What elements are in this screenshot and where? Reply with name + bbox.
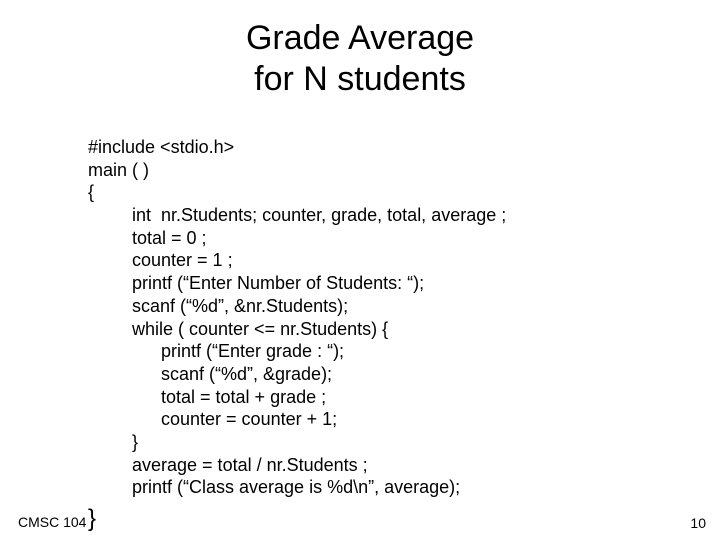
code-line: printf (“Enter grade : “);: [161, 341, 345, 362]
code-line: {: [88, 182, 95, 203]
code-line: total = total + grade ;: [161, 386, 327, 407]
title-line-2: for N students: [254, 60, 466, 98]
code-block: [88, 136, 506, 499]
code-line: counter = counter + 1;: [161, 409, 338, 430]
code-line: printf (“Enter Number of Students: “);: [132, 273, 425, 294]
code-line: int nr.Students; counter, grade, total, average ;: [132, 205, 507, 226]
code-line: total = 0 ;: [132, 227, 207, 248]
page-number: 10: [690, 515, 706, 531]
code-line: scanf (“%d”, &grade);: [161, 363, 333, 384]
slide-title: [0, 18, 720, 100]
course-label: CMSC 104: [18, 514, 87, 530]
code-line: }: [132, 431, 139, 452]
code-line: printf (“Class average is %d\n”, average);: [132, 477, 461, 498]
code-line: main ( ): [88, 159, 150, 180]
code-line: #include <stdio.h>: [88, 137, 235, 157]
code-line: counter = 1 ;: [132, 250, 233, 271]
code-line: while ( counter <= nr.Students) {: [132, 318, 389, 339]
closing-brace: }: [88, 505, 97, 532]
title-line-1: Grade Average: [245, 19, 475, 57]
code-line: scanf (“%d”, &nr.Students);: [132, 295, 349, 316]
code-line: average = total / nr.Students ;: [132, 454, 368, 475]
